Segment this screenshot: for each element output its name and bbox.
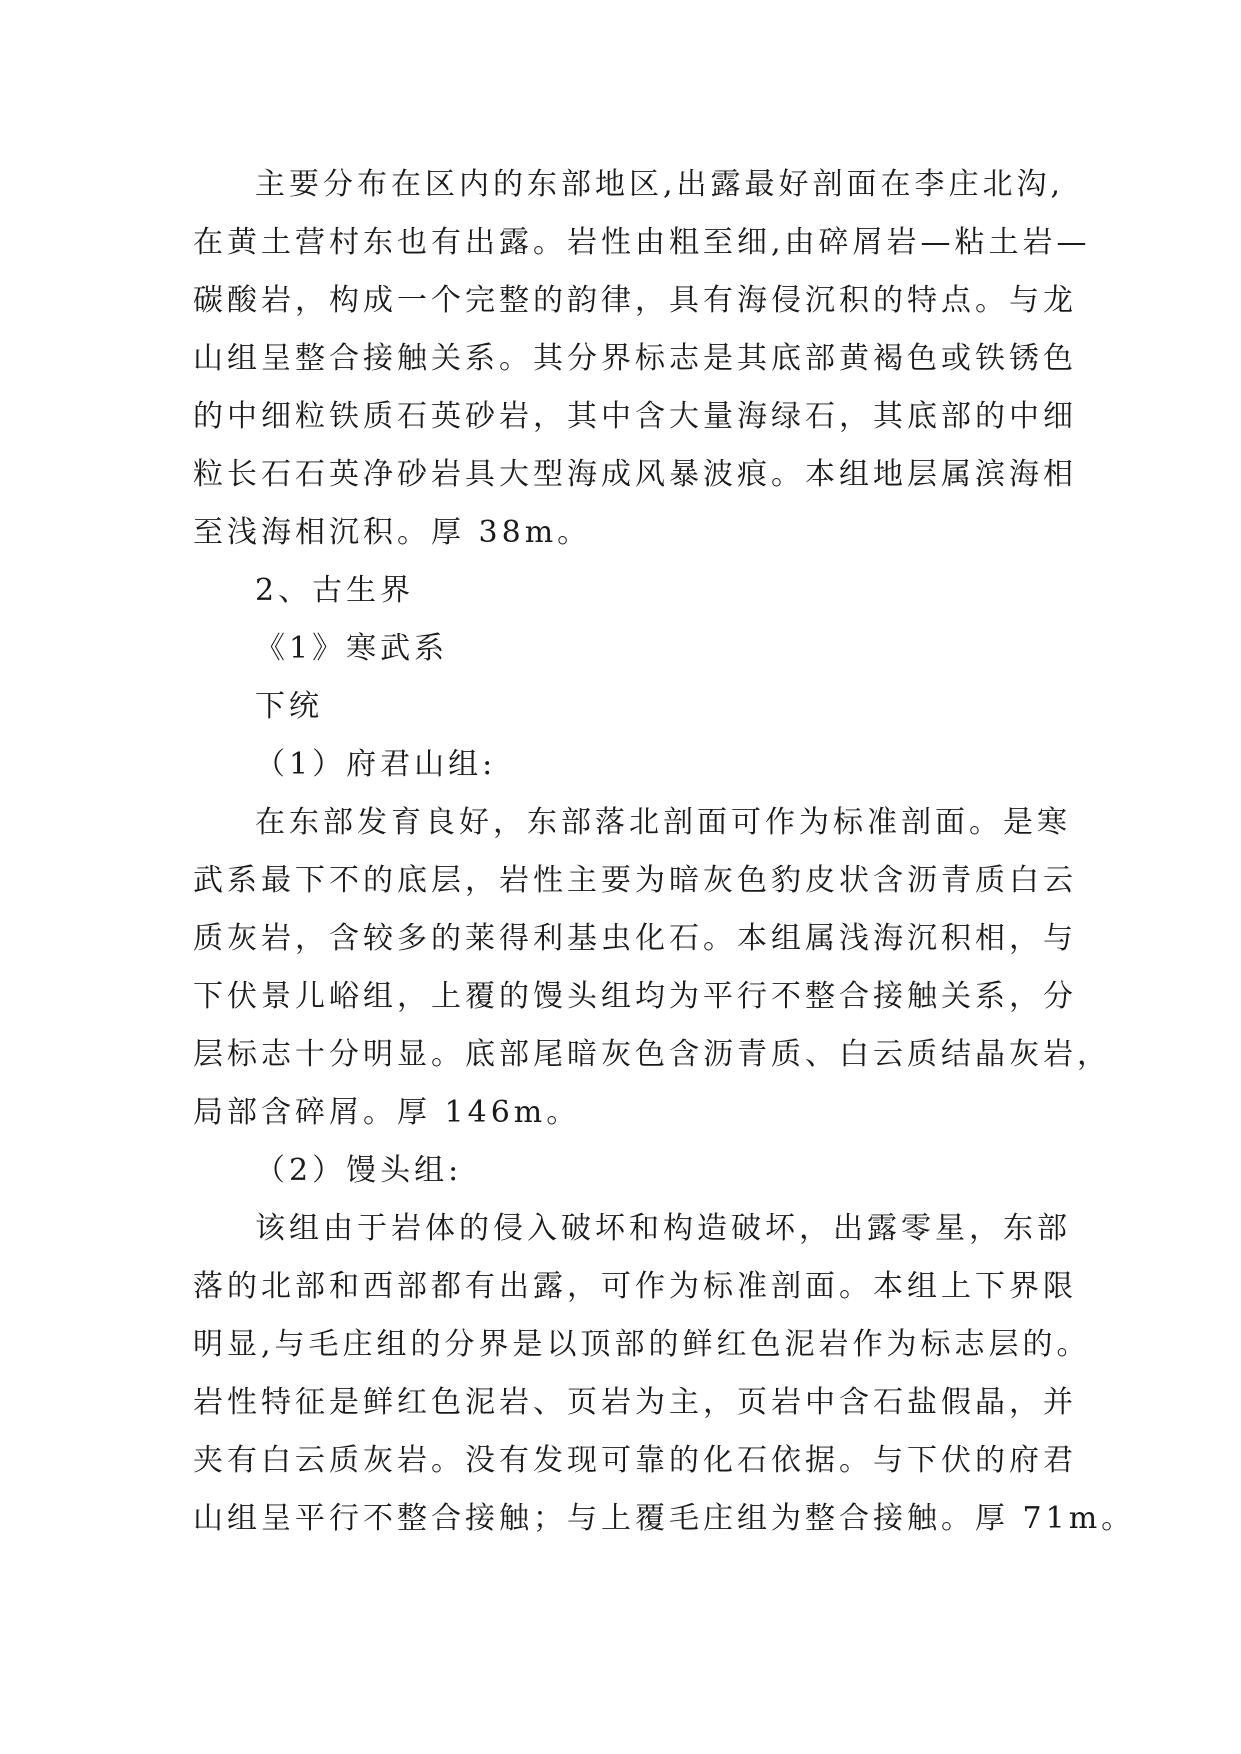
paragraph-line: 夹有白云质灰岩。没有发现可靠的化石依据。与下伏的府君 — [193, 1443, 1077, 1478]
paragraph-line: 明显,与毛庄组的分界是以顶部的鲜红色泥岩作为标志层的。 — [193, 1327, 1091, 1362]
paragraph-line: 碳酸岩，构成一个完整的韵律，具有海侵沉积的特点。与龙 — [193, 283, 1077, 318]
paragraph-line: 山组呈整合接触关系。其分界标志是其底部黄褐色或铁锈色 — [193, 341, 1077, 376]
paragraph-line: 层标志十分明显。底部尾暗灰色含沥青质、白云质结晶灰岩， — [193, 1037, 1111, 1072]
paragraph-line: 局部含碎屑。厚 146m。 — [193, 1095, 581, 1130]
paragraph-line: 武系最下不的底层，岩性主要为暗灰色豹皮状含沥青质白云 — [193, 863, 1077, 898]
paragraph-line: 该组由于岩体的侵入破坏和构造破坏，出露零星，东部 — [255, 1211, 1071, 1246]
paragraph-line: 在东部发育良好，东部落北剖面可作为标准剖面。是寒 — [255, 805, 1071, 840]
paragraph-line: 主要分布在区内的东部地区,出露最好剖面在李庄北沟, — [255, 167, 1065, 202]
formation-heading: （1）府君山组: — [255, 747, 497, 782]
paragraph-line: 落的北部和西部都有出露，可作为标准剖面。本组上下界限 — [193, 1269, 1077, 1304]
section-heading: 2、古生界 — [255, 573, 415, 608]
paragraph-line: 粒长石石英净砂岩具大型海成风暴波痕。本组地层属滨海相 — [193, 457, 1077, 492]
paragraph-line: 至浅海相沉积。厚 38m。 — [193, 515, 592, 550]
paragraph-line: 山组呈平行不整合接触；与上覆毛庄组为整合接触。厚 71m。 — [193, 1501, 1136, 1536]
paragraph-line: 质灰岩，含较多的莱得利基虫化石。本组属浅海沉积相，与 — [193, 921, 1077, 956]
paragraph-line: 下伏景儿峪组，上覆的馒头组均为平行不整合接触关系，分 — [193, 979, 1077, 1014]
subsection-heading: 《1》寒武系 — [255, 631, 449, 666]
paragraph-line: 在黄土营村东也有出露。岩性由粗至细,由碎屑岩—粘土岩— — [193, 225, 1091, 260]
subsection-heading: 下统 — [255, 689, 323, 724]
paragraph-line: 的中细粒铁质石英砂岩，其中含大量海绿石，其底部的中细 — [193, 399, 1077, 434]
formation-heading: （2）馒头组: — [255, 1153, 463, 1188]
paragraph-line: 岩性特征是鲜红色泥岩、页岩为主，页岩中含石盐假晶，并 — [193, 1385, 1077, 1420]
